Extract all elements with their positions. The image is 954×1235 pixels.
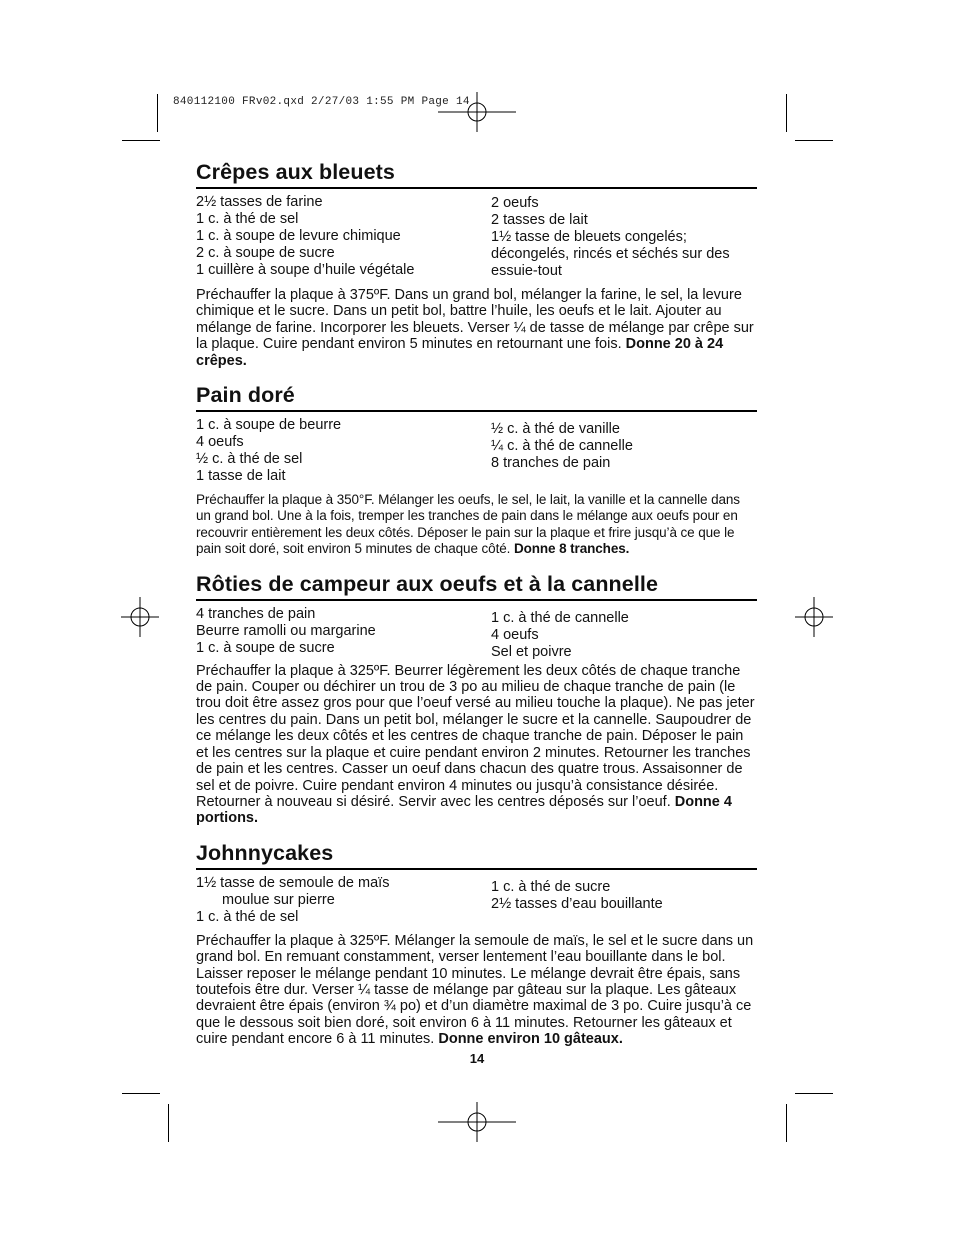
ingredient: 1 c. à thé de sucre [491, 878, 611, 895]
ingredient-list [196, 606, 757, 661]
ingredient-column-left [196, 194, 491, 280]
crop-mark [122, 1093, 160, 1094]
crop-mark [157, 94, 158, 132]
ingredient: 1½ tasse de semoule de maïs [196, 874, 390, 891]
crop-mark [786, 1104, 787, 1142]
recipe-method [196, 492, 757, 558]
recipe-yield: Donne 4 portions. [196, 793, 732, 827]
method-text: Préchauffer la plaque à 325ºF. Mélanger la semoule de maïs, le sel et le sucre dans un grand bol. En remuant constamment, verser lentement l’eau bouillante dans le bol. Laisser reposer le mélange pendant 10 minutes. Le mélange devrait être épais, sans toutefois être dur. Verser ¼ tasse de mélange par gâteau sur la plaque. Les gâteaux devraient être épais (environ ¾ po) et d’un diamètre maximal de 3 po. Cuire jusqu’à ce que le dessous soit bien doré, soit environ 6 à 11 minutes. Retourner les gâteaux et cuire pendant encore 6 à 11 minutes. [196, 932, 754, 1048]
recipe-title: Pain doré [196, 383, 757, 412]
ingredient: décongelés, rincés et séchés sur des [491, 246, 730, 262]
ingredient: 4 oeufs [196, 434, 244, 451]
recipe-yield: Donne environ 10 gâteaux. [438, 1031, 623, 1048]
ingredient-column-left [196, 875, 491, 926]
recipe-method [196, 663, 757, 827]
recipe-method [196, 933, 757, 1048]
recipe-page [196, 160, 757, 1048]
registration-mark-icon [795, 597, 833, 637]
ingredient: 1½ tasse de bleuets congelés; [491, 229, 687, 245]
ingredient-list [196, 417, 757, 485]
ingredient-list [196, 194, 757, 280]
recipe-title: Crêpes aux bleuets [196, 160, 757, 189]
recipe-yield: Donne 8 tranches. [513, 541, 630, 557]
ingredient: 1 c. à soupe de sucre [196, 639, 335, 656]
registration-mark-icon [438, 92, 516, 132]
ingredient: 2 oeufs [491, 195, 539, 211]
ingredient-column-right [491, 417, 757, 485]
ingredient: moulue sur pierre [222, 891, 335, 908]
ingredient: 1 c. à thé de sel [196, 211, 299, 227]
ingredient: ½ c. à thé de vanille [491, 421, 620, 438]
ingredient: 4 tranches de pain [196, 605, 316, 622]
ingredient: Sel et poivre [491, 643, 572, 660]
ingredient: ½ c. à thé de sel [196, 451, 303, 468]
ingredient: 2 c. à soupe de sucre [196, 245, 335, 261]
print-slug: 840112100 FRv02.qxd 2/27/03 1:55 PM Page 14 [173, 96, 470, 108]
ingredient: 1 c. à soupe de levure chimique [196, 228, 401, 244]
ingredient: ¼ c. à thé de cannelle [491, 438, 633, 455]
recipe-method [196, 287, 757, 369]
method-text: Préchauffer la plaque à 375ºF. Dans un grand bol, mélanger la farine, le sel, la levure chimique et le sucre. Dans un petit bol, battre l’huile, les oeufs et le lait. Ajouter au mélange de farine. Incorporer les bleuets. Verser ¼ de tasse de mélange par crêpe sur la plaque. Cuire pendant environ 5 minutes en retournant une fois. [196, 287, 754, 353]
recipe-roties-de-campeur [196, 572, 757, 827]
ingredient: 2½ tasses d’eau bouillante [491, 895, 663, 912]
ingredient-column-right [491, 194, 757, 280]
crop-mark [786, 94, 787, 132]
ingredient-column-right [491, 606, 757, 661]
method-text: Préchauffer la plaque à 350°F. Mélanger les oeufs, le sel, le lait, la vanille et la cannelle dans un grand bol. Une à la fois, tremper les tranches de pain dans le mélange aux oeufs pour en recouvrir entièrement les deux côtés. Déposer le pain sur la plaque et frire jusqu’à ce que le pain soit doré, soit environ 5 minutes de chaque côté. [196, 492, 740, 557]
ingredient: Beurre ramolli ou margarine [196, 622, 376, 639]
recipe-title: Rôties de campeur aux oeufs et à la cannelle [196, 572, 757, 601]
crop-mark [795, 1093, 833, 1094]
method-text: Préchauffer la plaque à 325ºF. Beurrer légèrement les deux côtés de chaque tranche de pain. Couper ou déchirer un trou de 3 po au milieu de chaque tranche de pain (le trou doit être assez gros pour que l’oeuf versé au milieu touche la plaque). Ne pas jeter les centres du pain. Dans un petit bol, mélanger le sucre et la cannelle. Saupoudrer de ce mélange les deux côtés et les centres de chaque tranche de pain. Déposer le pain et les centres sur la plaque et cuire pendant environ 2 minutes. Retourner les tranches de pain et les centres. Casser un oeuf dans chacun des quatre trous. Assaisonner de sel et de poivre. Cuire pendant environ 4 minutes ou jusqu’à consistance désirée. Retourner à nouveau si désiré. Servir avec les centres déposés sur l’oeuf. [196, 662, 755, 810]
ingredient-list [196, 875, 757, 926]
ingredient: 1 tasse de lait [196, 468, 286, 485]
ingredient-column-left [196, 606, 491, 661]
page-number: 14 [469, 1051, 485, 1066]
recipe-title: Johnnycakes [196, 841, 757, 870]
ingredient: 1 c. à thé de cannelle [491, 609, 629, 626]
registration-mark-icon [438, 1102, 516, 1142]
ingredient: 2 tasses de lait [491, 212, 588, 228]
registration-mark-icon [121, 597, 159, 637]
recipe-crepes-aux-bleuets [196, 160, 757, 369]
ingredient: 1 c. à thé de sel [196, 908, 299, 925]
ingredient: essuie-tout [491, 263, 562, 279]
ingredient-column-right [491, 875, 757, 926]
ingredient: 4 oeufs [491, 626, 539, 643]
ingredient-column-left [196, 417, 491, 485]
recipe-pain-dore [196, 383, 757, 558]
recipe-johnnycakes [196, 841, 757, 1048]
crop-mark [168, 1104, 169, 1142]
ingredient: 1 c. à soupe de beurre [196, 417, 342, 434]
ingredient: 2½ tasses de farine [196, 194, 323, 210]
crop-mark [122, 140, 160, 141]
recipe-yield: Donne 20 à 24 crêpes. [196, 336, 724, 369]
ingredient: 1 cuillère à soupe d’huile végétale [196, 262, 415, 278]
ingredient: 8 tranches de pain [491, 455, 611, 472]
crop-mark [795, 140, 833, 141]
